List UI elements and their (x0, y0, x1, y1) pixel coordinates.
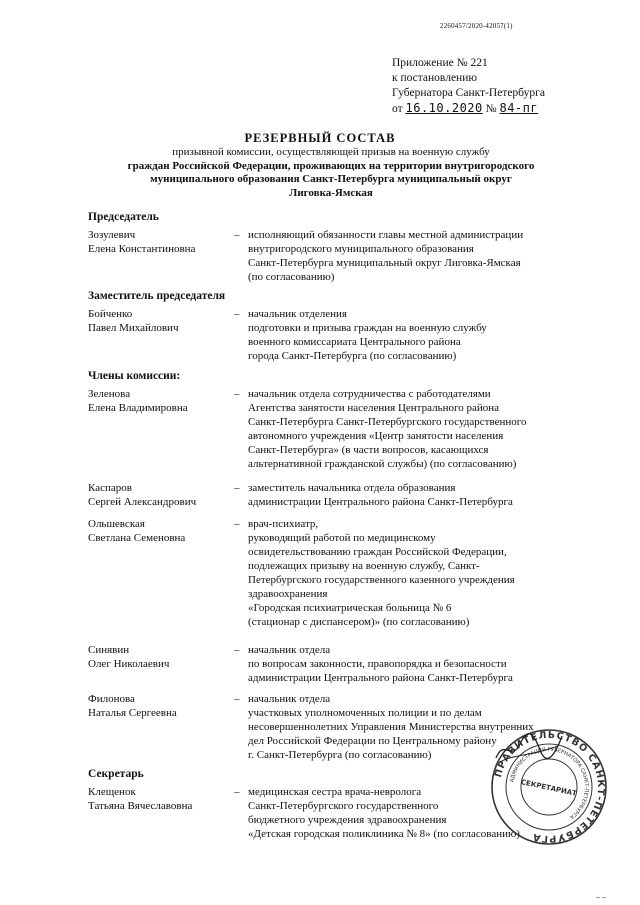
member-surname: Зеленова (88, 388, 131, 400)
appendix-line: к постановлению (392, 72, 477, 84)
document-subtitle (96, 146, 566, 200)
section-deputy: Заместитель председателя (88, 290, 226, 302)
dash: – (234, 693, 240, 705)
section-chair: Председатель (88, 211, 159, 223)
role-line: начальник отдела сотрудничества с работодателями (248, 388, 491, 400)
role-line: альтернативной гражданской службы) (по согласованию) (248, 458, 517, 470)
role-line: руководящий работой по медицинскому (248, 532, 436, 544)
role-line: по вопросам законности, правопорядка и безопасности (248, 658, 507, 670)
document-title: РЕЗЕРВНЫЙ СОСТАВ (244, 131, 396, 145)
member-given-name: Елена Владимировна (88, 402, 188, 414)
member-given-name: Татьяна Вячеславовна (88, 800, 193, 812)
role-line: начальник отдела (248, 644, 331, 656)
role-line: Санкт-Петербургского государственного (248, 800, 439, 812)
role-line: администрации Центрального района Санкт-Петербурга (248, 496, 513, 508)
section-secretary: Секретарь (88, 768, 144, 780)
role-line: Санкт-Петербурга муниципальный округ Лиговка-Ямская (248, 257, 521, 269)
role-line: Петербургского государственного казенного учреждения (248, 574, 515, 586)
dash: – (234, 482, 240, 494)
member-given-name: Павел Михайлович (88, 322, 179, 334)
role-line: администрации Центрального района Санкт-Петербурга (248, 672, 513, 684)
member-given-name: Олег Николаевич (88, 658, 170, 670)
appendix-number: 84-пг (499, 101, 539, 115)
member-given-name: Елена Константиновна (88, 243, 196, 255)
member-given-name: Наталья Сергеевна (88, 707, 177, 719)
section-members: Члены комиссии: (88, 370, 181, 382)
role-line: медицинская сестра врача-невролога (248, 786, 422, 798)
dash: – (234, 786, 240, 798)
date-prefix: от (392, 103, 403, 115)
dash: – (234, 388, 240, 400)
member-given-name: Сергей Александрович (88, 496, 197, 508)
member-surname: Зозулевич (88, 229, 136, 241)
role-line: подлежащих призыву на военную службу, Санкт- (248, 560, 480, 572)
member-surname: Ольшевская (88, 518, 145, 530)
role-line: Санкт-Петербурга Санкт-Петербургского государственного (248, 416, 527, 428)
subtitle-line: граждан Российской Федерации, проживающих на территории внутригородского (127, 159, 535, 172)
member-surname: Клещенок (88, 786, 136, 798)
role-line: бюджетного учреждения здравоохранения (248, 814, 447, 826)
appendix-date: 16.10.2020 (405, 101, 483, 115)
role-line: г. Санкт-Петербурга (по согласованию) (248, 749, 432, 761)
role-line: начальник отделения (248, 308, 347, 320)
role-line: несовершеннолетних Управления Министерства внутренних (248, 721, 534, 733)
role-line: города Санкт-Петербурга (по согласованию) (248, 350, 457, 362)
dash: – (234, 644, 240, 656)
stamp-inner-text: АДМИНИСТРАЦИЯ ГУБЕРНАТОРА САНКТ-ПЕТЕРБУРГА (509, 746, 590, 820)
role-line: освидетельствованию граждан Российской Федерации, (248, 546, 507, 558)
appendix-date-line (392, 101, 545, 117)
role-line: внутригородского муниципального образования (248, 243, 474, 255)
role-line: участковых уполномоченных полиции и по делам (248, 707, 482, 719)
role-line: исполняющий обязанности главы местной администрации (248, 229, 524, 241)
role-line: подготовки и призыва граждан на военную службу (248, 322, 487, 334)
stamp-outer-text: ПРАВИТЕЛЬСТВО САНКТ-ПЕТЕРБУРГА (492, 729, 607, 845)
role-line: врач-психиатр, (248, 518, 319, 530)
role-line: начальник отдела (248, 693, 331, 705)
dash: – (234, 229, 240, 241)
dash: – (234, 308, 240, 320)
member-surname: Бойченко (88, 308, 133, 320)
role-line: дел Российской Федерации по Центральному району (248, 735, 497, 747)
role-line: заместитель начальника отдела образования (248, 482, 456, 494)
role-line: (по согласованию) (248, 271, 335, 283)
member-surname: Каспаров (88, 482, 132, 494)
subtitle-line: призывной комиссии, осуществляющей призыв на военную службу (172, 146, 490, 158)
member-given-name: Светлана Семеновна (88, 532, 186, 544)
subtitle-line: Лиговка-Ямская (289, 186, 373, 199)
role-line: автономного учреждения «Центр занятости населения (248, 430, 504, 442)
role-line: военного комиссариата Центрального района (248, 336, 461, 348)
corner-mark: – – (596, 892, 606, 901)
role-line: «Городская психиатрическая больница № 6 (248, 602, 452, 614)
subtitle-line: муниципального образования Санкт-Петербурга муниципальный округ (150, 173, 512, 185)
role-line: «Детская городская поликлиника № 8» (по согласованию) (248, 828, 520, 840)
role-line: Агентства занятости населения Центрального района (248, 402, 500, 414)
role-line: здравоохранения (248, 588, 328, 600)
appendix-line: Приложение № 221 (392, 57, 488, 69)
appendix-block (392, 56, 545, 117)
stamp-center-text: СЕКРЕТАРИАТ (520, 778, 578, 798)
dash: – (234, 518, 240, 530)
number-prefix: № (485, 103, 497, 115)
appendix-line: Губернатора Санкт-Петербурга (392, 87, 545, 99)
member-surname: Синявин (88, 644, 130, 656)
member-surname: Филонова (88, 693, 135, 705)
role-line: (стационар с диспансером)» (по согласованию) (248, 616, 470, 628)
document-id: 2260457/2020-42057(1) (440, 22, 513, 30)
signature-scribble (494, 728, 564, 768)
role-line: Санкт-Петербурга» (в части вопросов, касающихся (248, 444, 489, 456)
